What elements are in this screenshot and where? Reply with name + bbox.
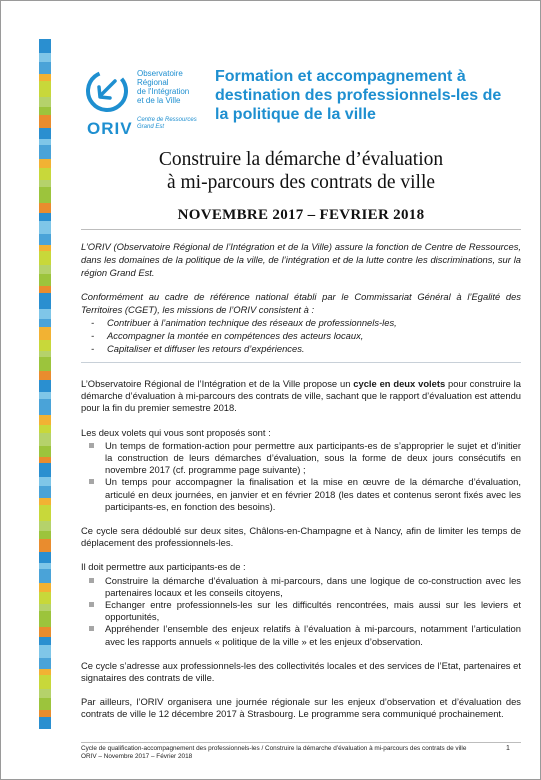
stripe-segment <box>39 637 51 645</box>
stripe-segment <box>39 265 51 274</box>
footer-line: ORIV – Novembre 2017 – Février 2018 <box>81 753 193 760</box>
logo-subtitle <box>137 117 197 130</box>
stripe-segment <box>39 293 51 309</box>
logo-sub-line: Centre de Ressources <box>137 117 197 123</box>
stripe-segment <box>39 399 51 415</box>
divider <box>81 362 521 363</box>
stripe-segment <box>39 115 51 128</box>
stripe-segment <box>39 415 51 425</box>
stripe-segment <box>39 319 51 327</box>
page-footer <box>81 745 501 761</box>
mission-item: - Accompagner la montée en compétences des acteurs locaux, <box>91 330 521 343</box>
stripe-segment <box>39 658 51 669</box>
stripe-segment <box>39 675 51 689</box>
stripe-segment <box>39 97 51 107</box>
list-item: Construire la démarche d’évaluation à mi-parcours, dans une logique de co-construction avec les partenaires locaux et les conseils citoyens, <box>81 575 521 599</box>
list-item: Un temps pour accompagner la finalisation et la mise en œuvre de la démarche d’évaluation, articulé en deux journées, en janvier et en février 2018 (les dates et contenus seront fixés avec les participants-es, en fonction des besoins). <box>81 476 521 513</box>
body-paragraph: Il doit permettre aux participants-es de : <box>81 561 246 573</box>
stripe-segment <box>39 74 51 81</box>
body-paragraph: Les deux volets qui vous sont proposés sont : <box>81 426 271 438</box>
stripe-segment <box>39 159 51 168</box>
logo-line: Régional <box>137 78 169 87</box>
stripe-segment <box>39 251 51 265</box>
stripe-segment <box>39 340 51 351</box>
body-paragraph: Ce cycle s’adresse aux professionnels-les des collectivités locales et des services de l’Etat, partenaires et signataires des contrats de ville. <box>81 659 521 684</box>
volets-list <box>81 440 521 513</box>
stripe-segment <box>39 309 51 319</box>
stripe-segment <box>39 81 51 97</box>
stripe-segment <box>39 531 51 539</box>
stripe-segment <box>39 433 51 446</box>
header-title: Formation et accompagnement à destination des professionnels-les de la politique de la ville <box>215 68 502 123</box>
objectives-list <box>81 575 521 648</box>
document-title-line2: à mi-parcours des contrats de ville <box>166 172 436 193</box>
stripe-segment <box>39 380 51 392</box>
oriv-logo <box>81 63 211 145</box>
body-section <box>81 378 521 733</box>
stripe-segment <box>39 604 51 611</box>
stripe-segment <box>39 203 51 213</box>
stripe-segment <box>39 213 51 221</box>
intro-section <box>81 241 521 355</box>
page-number: 1 <box>506 745 510 752</box>
stripe-segment <box>39 521 51 531</box>
stripe-segment <box>39 539 51 552</box>
stripe-segment <box>39 477 51 486</box>
stripe-segment <box>39 107 51 115</box>
stripe-segment <box>39 286 51 293</box>
stripe-segment <box>39 357 51 371</box>
stripe-segment <box>39 552 51 563</box>
stripe-segment <box>39 498 51 505</box>
stripe-segment <box>39 717 51 729</box>
stripe-segment <box>39 274 51 286</box>
logo-line: de l'Intégration <box>137 87 190 96</box>
stripe-segment <box>39 645 51 658</box>
stripe-segment <box>39 168 51 180</box>
stripe-segment <box>39 392 51 399</box>
logo-line: et de la Ville <box>137 96 181 105</box>
stripe-segment <box>39 371 51 380</box>
stripe-segment <box>39 710 51 717</box>
stripe-segment <box>39 221 51 234</box>
stripe-segment <box>39 180 51 187</box>
stripe-segment <box>39 62 51 74</box>
stripe-segment <box>39 627 51 637</box>
stripe-segment <box>39 505 51 521</box>
stripe-segment <box>39 698 51 710</box>
stripe-segment <box>39 569 51 583</box>
stripe-segment <box>39 486 51 498</box>
stripe-segment <box>39 592 51 604</box>
mission-item: - Contribuer à l’animation technique des réseaux de professionnels-les, <box>91 317 521 330</box>
stripe-segment <box>39 327 51 340</box>
list-item: Un temps de formation-action pour permettre aux participants-es de s’approprier le sujet et d’initier la construction de leurs démarches d’évaluation, sous la forme de deux jours consécutifs en novembre 2017 (cf. programme page suivante) ; <box>81 440 521 477</box>
mission-item: - Capitaliser et diffuser les retours d’expériences. <box>91 343 521 356</box>
logo-organization-name <box>137 69 189 105</box>
document-title <box>81 148 521 194</box>
list-item: Echanger entre professionnels-les sur les difficultés rencontrées, mais aussi sur les leviers et opportunités, <box>81 599 521 623</box>
stripe-segment <box>39 187 51 203</box>
logo-sub-line: Grand Est <box>137 123 165 130</box>
body-paragraph <box>81 378 521 415</box>
intro-paragraph: L’ORIV (Observatoire Régional de l’Intégration et de la Ville) assure la fonction de Centre de Ressources, dans les domaines de la politique de la ville, de l’intégration et de la lutte contre les discriminations, sur la région Grand Est. <box>81 241 521 278</box>
body-paragraph: Par ailleurs, l’ORIV organisera une journée régionale sur les enjeux d’observation et d’évaluation des contrats de ville le 12 décembre 2017 à Strasbourg. Le programme sera communiqué prochainement. <box>81 696 521 720</box>
period-text: NOVEMBRE 2017 – FEVRIER 2018 <box>177 207 425 223</box>
body-paragraph: Ce cycle sera dédoublé sur deux sites, Châlons-en-Champagne et à Nancy, afin de limiter les temps de déplacement des professionnels-les. <box>81 525 521 549</box>
stripe-segment <box>39 583 51 592</box>
divider <box>81 229 521 230</box>
stripe-segment <box>39 425 51 433</box>
missions-list <box>91 317 521 355</box>
text-run: L’Observatoire Régional de l’Intégration et de la Ville propose un <box>81 378 354 389</box>
stripe-segment <box>39 145 51 159</box>
logo-acronym: ORIV <box>87 119 133 138</box>
text-bold: cycle en deux volets <box>353 378 446 389</box>
list-item: Appréhender l’ensemble des enjeux relatifs à l’évaluation à mi-parcours, notamment l’articulation avec les rapports annuels « politique de la ville » et les enjeux d’observation. <box>81 623 521 647</box>
stripe-segment <box>39 53 51 62</box>
stripe-segment <box>39 446 51 457</box>
document-title-line1: Construire la démarche d’évaluation <box>158 149 444 170</box>
logo-line: Observatoire <box>137 69 183 78</box>
stripe-segment <box>39 463 51 477</box>
period-heading <box>81 207 521 224</box>
footer-line: Cycle de qualification-accompagnement des professionnels-les / Construire la démarche d’évaluation à mi-parcours des contrats de ville <box>81 745 467 752</box>
divider <box>81 742 521 743</box>
stripe-segment <box>39 611 51 627</box>
stripe-segment <box>39 39 51 53</box>
text-run: pour construire la démarche d’évaluation à mi-parcours des contrats de ville, sachant que le rapport d’évaluation est attendu pour la fin du premier semestre 2018. <box>81 378 521 414</box>
stripe-segment <box>39 234 51 245</box>
stripe-segment <box>39 689 51 698</box>
decorative-color-stripe <box>39 39 51 729</box>
stripe-segment <box>39 128 51 139</box>
intro-paragraph: Conformément au cadre de référence national établi par le Commissariat Général à l’Egalité des Territoires (CGET), les missions de l’ORIV consistent à : <box>81 291 521 316</box>
oriv-logo-mark-icon <box>81 63 137 119</box>
